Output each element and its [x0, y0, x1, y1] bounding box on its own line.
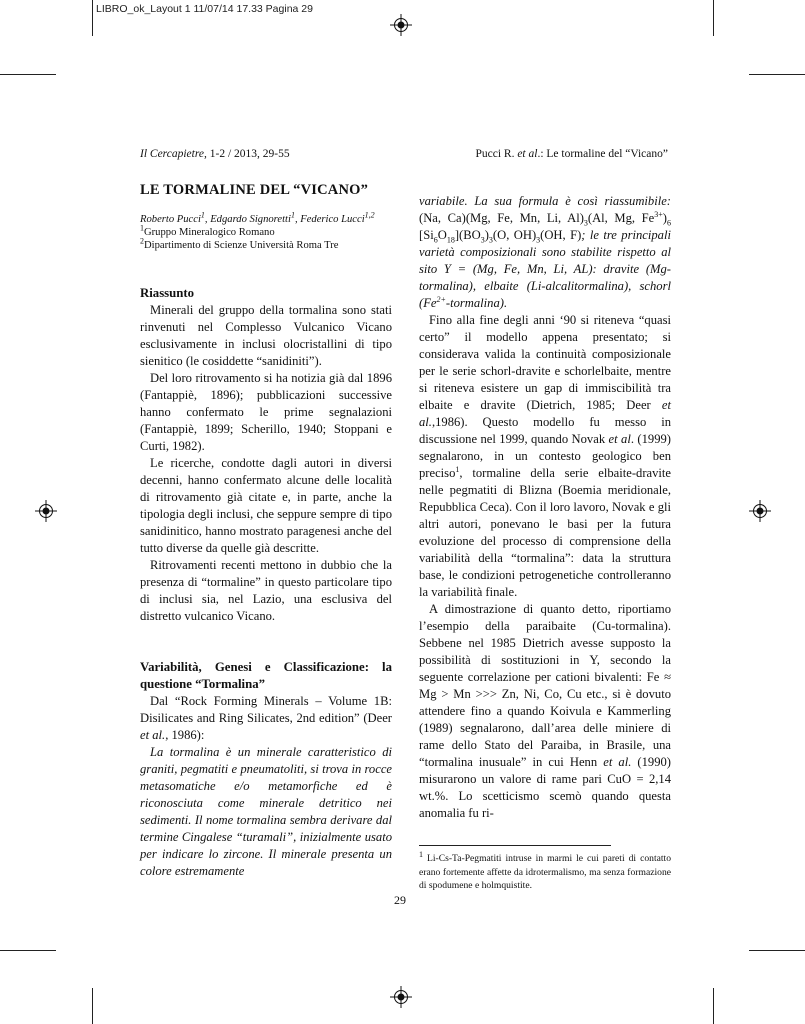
affiliation-text: Dipartimento di Scienze Università Roma Tre [144, 240, 339, 251]
text-run: , 1986): [165, 728, 205, 742]
formula-part: ) [484, 228, 489, 242]
journal-issue: 1-2 / 2013, 29-55 [206, 148, 290, 160]
affiliation-text: Gruppo Mineralogico Romano [144, 227, 275, 238]
text-run: A dimostrazione di quanto detto, riportiamo l’esempio della paraibaite (Cu-tormalina). Sebbene nel 1985 Dietrich avesse supposto la possibilità di sostituzioni in Y, secondo la seguente correlazione per cationi bivalenti: Fe ≈ Mg > Mn >>> Zn, Ni, Co, Cu etc., si è dovuto attendere fino a quando Koivula e Kammerling (1989) segnalarono, dall’area delle miniere di rame dello Stato del Paraiba, in Brasile, una “tormalina inusuale” in cui Henn [419, 602, 671, 769]
footnote-separator [419, 845, 611, 846]
registration-mark-icon [390, 986, 412, 1008]
formula-part: ) [662, 211, 667, 225]
crop-mark [0, 950, 56, 951]
affiliation [140, 236, 392, 252]
text-run-italic: ; le tre principali varietà composizionali sono stabilite rispetto al sito Y = (Mg, Fe, Mn, Li, AL): dravite (Mg-tormalina), elbaite (Li-alcalitormalina), schorl (Fe [419, 228, 671, 310]
footnote [419, 849, 671, 893]
paragraph: Del loro ritrovamento si ha notizia già dal 1896 (Fantappiè, 1896); pubblicazioni successive hanno confermato le prime segnalazioni (Fantappiè, 1899; Scherillo, 1940; Stoppani e Curti, 1982). [140, 371, 392, 453]
formula-part: (Na, Ca)(Mg, Fe, Mn, Li, Al) [419, 211, 584, 225]
page-number: 29 [394, 893, 406, 907]
formula-subscript: 6 [667, 218, 671, 228]
author-line [140, 210, 392, 226]
article-title: LE TORMALINE DEL “VICANO” [140, 182, 369, 198]
registration-mark-icon [390, 14, 412, 36]
text-run: (1990) misurarono un valore di rame pari CuO = 2,14 wt.%. Lo scetticismo scemò quando questa anomalia fu ri- [419, 755, 671, 820]
crop-mark [713, 0, 714, 36]
journal-name: Il Cercapietre, [140, 148, 207, 160]
footnote-text: Li-Cs-Ta-Pegmatiti intruse in marmi le cui pareti di contatto erano fortemente affette da idrotermalismo, ma senza formazione di spodumene e holmquistite. [419, 853, 671, 891]
formula-subscript: 6 [433, 235, 438, 245]
formula-part: (OH, F) [540, 228, 582, 242]
author-name: , Edgardo Signoretti [204, 214, 291, 225]
formula-part: (Al, Mg, Fe [587, 211, 655, 225]
text-run-italic: -tormalina). [445, 296, 508, 310]
paragraph [140, 693, 392, 744]
crop-mark [92, 0, 93, 36]
text-run-italic: et al. [603, 755, 632, 769]
formula-subscript: 3 [480, 235, 485, 245]
text-run: ,1986). Questo modello fu messo in discussione nel 1999, quando Novak [419, 415, 671, 446]
section-heading-riassunto: Riassunto [140, 286, 195, 300]
text-run-italic: et al [608, 432, 631, 446]
paragraph [419, 312, 671, 601]
formula-subscript: 3 [536, 235, 541, 245]
author-name: Roberto Pucci [140, 214, 201, 225]
author-affiliation-marker: 1 [200, 210, 205, 220]
paragraph: Le ricerche, condotte dagli autori in diversi decenni, hanno confermato alcune delle località di ritrovamento già citate e, in parte, anche la tipologia degli inclusi, che seppure sempre di tipo sanidinitico, hanno mostrato paragenesi anche del tutto diverse da quelle già descritte. [140, 456, 392, 555]
formula-part: O [437, 228, 447, 242]
quote-continuation [419, 193, 671, 312]
text-run: . (1999) segnalarono, in un contesto geologico ben preciso [419, 432, 671, 480]
text-run-italic: et al. [419, 398, 671, 429]
registration-mark-icon [35, 500, 57, 522]
text-run-italic: variabile. La sua formula è così riassumibile: [419, 194, 671, 208]
footnote-reference: 1 [455, 464, 460, 474]
section-heading-variabilita: Variabilità, Genesi e Classificazione: la questione “Tormalina” [140, 660, 392, 691]
running-head-author: Pucci R. [475, 148, 518, 160]
formula-subscript: 3 [488, 235, 493, 245]
author-affiliation-marker: 1,2 [364, 210, 375, 220]
text-run: Dal “Rock Forming Minerals – Volume 1B: Disilicates and Ring Silicates, 2nd edition” (Deer [140, 694, 392, 725]
registration-mark-icon [749, 500, 771, 522]
paragraph [419, 601, 671, 822]
affiliation-marker: 1 [140, 223, 144, 233]
author-name: , Federico Lucci [294, 214, 365, 225]
crop-mark [749, 74, 805, 75]
text-run-italic: et al. [140, 728, 166, 742]
author-affiliation-marker: 1 [290, 210, 295, 220]
crop-mark [92, 988, 93, 1024]
affiliation-marker: 2 [140, 236, 144, 246]
crop-mark [0, 74, 56, 75]
running-head-etal: et al [517, 148, 538, 160]
formula-subscript: 18 [446, 235, 455, 245]
text-run: Fino alla fine degli anni ‘90 si riteneva “quasi certo” il modello appena presentato; si considerava valida la continuità composizionale per le serie schorl-dravite e schorlelbaite, mentre si riteneva esistere un gap di immiscibilità tra elbaite e dravite (Dietrich, 1985; Deer [419, 313, 671, 412]
right-column [419, 193, 671, 893]
formula-superscript: 3+ [654, 209, 663, 219]
running-head-left [140, 148, 290, 160]
text-run: , tormaline della serie elbaite-dravite nelle pegmatiti di Blizna (Boemia meridionale, Repubblica Ceca). Con il loro lavoro, Novak e gli altri autori, ponevano le basi per la futura evoluzione del processo di comprensione della variabilità della “tormalina”: data la struttura base, le condizioni petrogenetiche controlleranno la variabilità finale. [419, 466, 671, 599]
formula-part: ](BO [454, 228, 481, 242]
formula-part: [Si [419, 228, 434, 242]
footnote-marker: 1 [419, 849, 423, 859]
formula-part: (O, OH) [492, 228, 537, 242]
left-column [140, 178, 392, 880]
formula-subscript: 3 [583, 218, 588, 228]
crop-mark [749, 950, 805, 951]
formula-superscript: 2+ [436, 294, 446, 304]
quote-paragraph: La tormalina è un minerale caratteristico di graniti, pegmatiti e pneumatoliti, si trova in rocce metasomatiche e/o metamorfiche ed è riconosciuta come minerale detritico nei sedimenti. Il nome tormalina sembra derivare dal termine Cingalese “turamali”, inizialmente usato per indicare lo zircone. Il minerale presenta un colore estremamente [140, 745, 392, 878]
affiliation [140, 223, 392, 239]
paragraph: Minerali del gruppo della tormalina sono stati rinvenuti nel Complesso Vulcanico Vicano esclusivamente in inclusi olocristallini di tipo sienitico (le cosiddette “sanidiniti”). [140, 303, 392, 368]
running-head-right [475, 148, 668, 160]
running-head-title: .: Le tormaline del “Vicano” [537, 148, 668, 160]
slug-line: LIBRO_ok_Layout 1 11/07/14 17.33 Pagina 29 [96, 3, 313, 15]
paragraph: Ritrovamenti recenti mettono in dubbio che la presenza di “tormaline” in questo particolare tipo di inclusi sia, nel Lazio, una esclusiva del distretto vulcanico Vicano. [140, 558, 392, 623]
crop-mark [713, 988, 714, 1024]
